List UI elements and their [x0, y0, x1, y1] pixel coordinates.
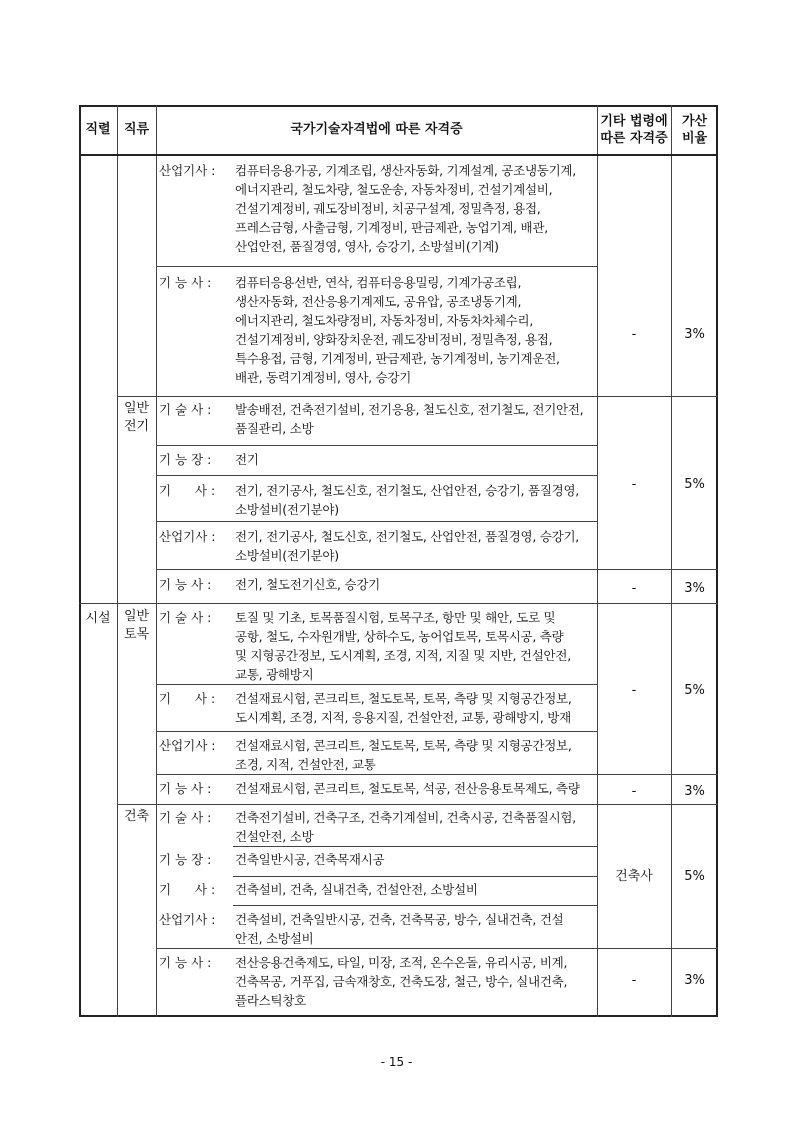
grade-label: 기 술 사 : [159, 402, 212, 417]
cert-line: 건축일반시공, 건축목재시공 [235, 852, 385, 867]
other-law-jeongi: - [631, 477, 637, 492]
header-bonus-line2: 비율 [681, 131, 708, 146]
row-divider [156, 521, 597, 522]
row-divider [156, 774, 718, 775]
page-number: - 15 - [380, 1055, 413, 1069]
header-national-cert: 국가기술자격법에 따른 자격증 [290, 122, 463, 137]
cert-line: 건축목공, 거푸집, 금속재창호, 건축도장, 철근, 방수, 실내건축, [235, 974, 568, 989]
cert-line: 건축전기설비, 건축구조, 건축기계설비, 건축시공, 건축품질시험, [235, 810, 576, 825]
row-divider [233, 876, 597, 877]
row-divider [156, 445, 597, 446]
row-divider [156, 731, 597, 732]
rate-tomok: 5% [684, 683, 705, 698]
col-divider-2 [156, 105, 157, 1017]
grade-label: 기 능 사 : [159, 781, 212, 796]
row-divider [233, 905, 597, 906]
row-divider [156, 948, 718, 949]
grade-label: 기 능 사 : [159, 275, 212, 290]
other-law-tomok: - [631, 683, 637, 698]
cert-line: 컴퓨터응용선반, 연삭, 컴퓨터응용밀링, 기계가공조립, [235, 275, 522, 290]
header-bonus-line1: 가산 [681, 114, 708, 129]
grade-label: 기 술 사 : [159, 610, 212, 625]
other-law-tomok-gineungsa: - [631, 784, 637, 799]
jikryu-ilban-tomok-1: 일반 [123, 609, 150, 624]
grade-label: 산업기사 : [159, 738, 216, 753]
cert-line: 건축설비, 건축일반시공, 건축, 건축목공, 방수, 실내건축, 건설 [235, 912, 564, 927]
cert-line: 건설기계정비, 양화장치운전, 궤도장비정비, 정밀측정, 용접, [235, 332, 553, 347]
jikryu-ilban-jeongi-2: 전기 [123, 419, 150, 434]
grade-label: 기 사 : [159, 691, 216, 706]
col-divider-1 [117, 105, 118, 1017]
grade-label: 기 능 장 : [159, 452, 212, 467]
row-divider [156, 266, 597, 267]
cert-line: 전기, 전기공사, 철도신호, 전기철도, 산업안전, 승강기, 품질경영, [235, 483, 580, 498]
cert-line: 건설재료시험, 콘크리트, 철도토목, 석공, 전산응용토목제도, 측량 [235, 781, 580, 796]
row-divider [117, 396, 718, 397]
cert-line: 전기 [235, 452, 259, 467]
rate-mech: 3% [684, 327, 705, 342]
cert-line: 소방설비(전기분야) [235, 548, 339, 563]
cert-line: 배관, 동력기계정비, 영사, 승강기 [235, 370, 412, 385]
cert-line: 건축설비, 건축, 실내건축, 건설안전, 소방설비 [235, 882, 478, 897]
jikryu-geonchuk: 건축 [123, 809, 150, 824]
grade-label: 기 능 장 : [159, 852, 212, 867]
rate-jeongi: 5% [684, 477, 705, 492]
cert-line: 전산응용건축제도, 타일, 미장, 조적, 온수온돌, 유리시공, 비계, [235, 955, 568, 970]
cert-line: 공항, 철도, 수자원개발, 상하수도, 농어업토목, 토목시공, 측량 [235, 629, 564, 644]
row-divider [233, 846, 597, 847]
cert-line: 프레스금형, 사출금형, 기계정비, 판금제관, 농업기계, 배관, [235, 220, 548, 235]
jikryeol-sigeol: 시설 [85, 611, 111, 626]
other-law-mech: - [631, 327, 637, 342]
cert-line: 전기, 전기공사, 철도신호, 전기철도, 산업안전, 품질경영, 승강기, [235, 529, 580, 544]
other-law-geonchuk-gineungsa: - [631, 973, 637, 988]
cert-line: 건설안전, 소방 [235, 829, 314, 844]
cert-line: 건설기계정비, 궤도장비정비, 치공구설계, 정밀측정, 용접, [235, 201, 541, 216]
row-divider [156, 475, 597, 476]
other-law-geonchuk: 건축사 [615, 869, 653, 884]
cert-line: 토질 및 기초, 토목품질시험, 토목구조, 항만 및 해안, 도로 및 [235, 610, 556, 625]
grade-label: 산업기사 : [159, 163, 216, 178]
header-divider [79, 154, 718, 156]
cert-line: 품질관리, 소방 [235, 421, 314, 436]
cert-line: 전기, 철도전기신호, 승강기 [235, 577, 380, 592]
cert-line: 생산자동화, 전산응용기계제도, 공유압, 공조냉동기계, [235, 294, 522, 309]
cert-line: 특수용접, 금형, 기계정비, 판금제관, 농기계정비, 농기계운전, [235, 351, 560, 366]
rate-geonchuk-gineungsa: 3% [684, 973, 705, 988]
rate-tomok-gineungsa: 3% [684, 784, 705, 799]
jikryu-ilban-tomok-2: 토목 [123, 627, 150, 642]
cert-line: 및 지형공간정보, 도시계획, 조경, 지적, 지질 및 지반, 건설안전, [235, 648, 571, 663]
cert-line: 교통, 광해방지 [235, 667, 314, 682]
cert-line: 에너지관리, 철도차량, 철도운송, 자동차정비, 건설기계설비, [235, 182, 553, 197]
cert-line: 컴퓨터응용가공, 기계조립, 생산자동화, 기계설계, 공조냉동기계, [235, 163, 576, 178]
grade-label: 기 능 사 : [159, 955, 212, 970]
grade-label: 기 술 사 : [159, 810, 212, 825]
cert-line: 소방설비(전기분야) [235, 502, 339, 517]
other-law-jeongi-gineungsa: - [631, 581, 637, 596]
cert-line: 건설재료시험, 콘크리트, 철도토목, 토목, 측량 및 지형공간정보, [235, 738, 572, 753]
cert-line: 산업안전, 품질경영, 영사, 승강기, 소방설비(기계) [235, 239, 499, 254]
row-divider [156, 569, 718, 570]
cert-line: 조경, 지적, 건설안전, 교통 [235, 757, 376, 772]
row-divider [79, 603, 718, 604]
header-jikryu: 직류 [123, 122, 150, 137]
cert-line: 도시계획, 조경, 지적, 응용지질, 건설안전, 교통, 광해방지, 방재 [235, 710, 571, 725]
cert-line: 플라스틱창호 [235, 993, 306, 1008]
grade-label: 산업기사 : [159, 529, 216, 544]
header-jikryeol: 직렬 [85, 122, 111, 137]
header-other-law-line2: 따른 자격증 [600, 131, 668, 146]
row-divider [117, 804, 718, 805]
grade-label: 산업기사 : [159, 912, 216, 927]
cert-line: 건설재료시험, 콘크리트, 철도토목, 토목, 측량 및 지형공간정보, [235, 691, 572, 706]
grade-label: 기 사 : [159, 882, 216, 897]
rate-geonchuk: 5% [684, 869, 705, 884]
header-other-law-line1: 기타 법령에 [600, 114, 668, 129]
cert-line: 안전, 소방설비 [235, 931, 314, 946]
grade-label: 기 사 : [159, 483, 216, 498]
cert-line: 발송배전, 건축전기설비, 전기응용, 철도신호, 전기철도, 전기안전, [235, 402, 584, 417]
grade-label: 기 능 사 : [159, 577, 212, 592]
rate-jeongi-gineungsa: 3% [684, 581, 705, 596]
row-divider [156, 684, 597, 685]
jikryu-ilban-jeongi-1: 일반 [123, 401, 150, 416]
cert-line: 에너지관리, 철도차량정비, 자동차정비, 자동차차체수리, [235, 313, 534, 328]
